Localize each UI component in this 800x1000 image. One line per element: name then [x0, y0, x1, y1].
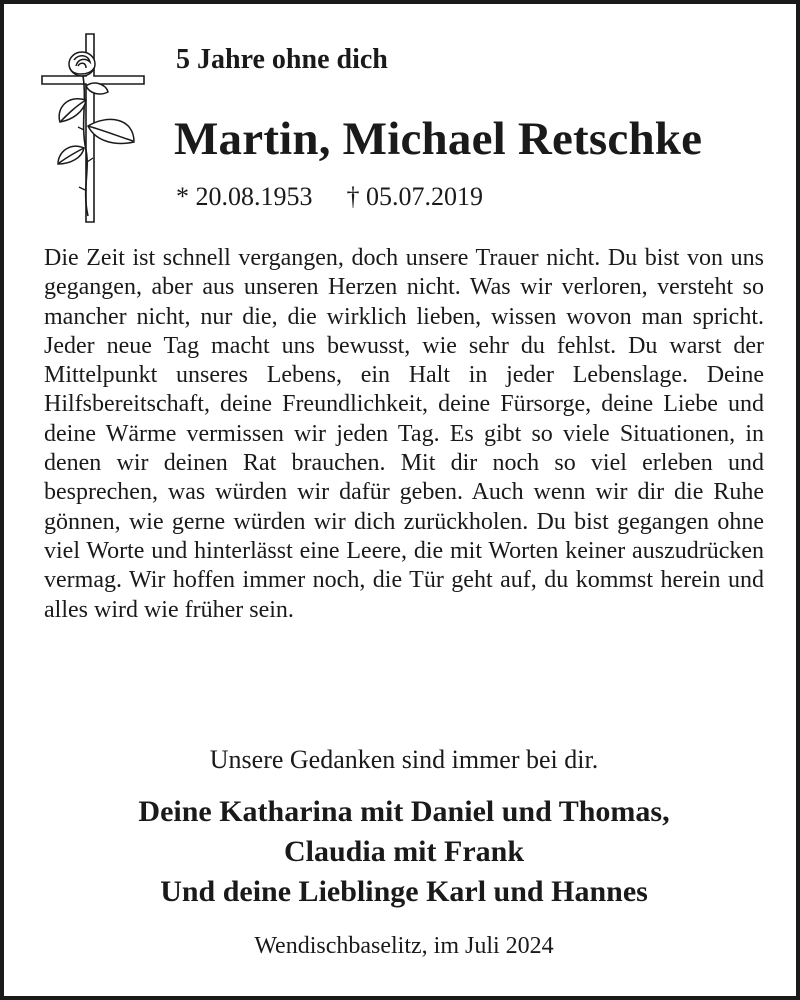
cross-with-rose-icon	[36, 30, 148, 226]
closing-line: Unsere Gedanken sind immer bei dir.	[209, 745, 599, 774]
signature-line: Deine Katharina mit Daniel und Thomas,	[138, 795, 670, 828]
memorial-text: Die Zeit ist schnell vergangen, doch unsere Trauer nicht. Du bist von uns gegangen, aber aus unseren Herzen nicht. Was wir verloren, versteht so mancher nicht, nur die, die wirklich lieben, wissen wovon man spricht. Jeder neue Tag macht uns bewusst, wie sehr du fehlst. Du warst der Mittelpunkt unseres Lebens, ein Halt in jeder Lebenslage. Deine Hilfsbereitschaft, deine Freundlichkeit, deine Fürsorge, deine Liebe und deine Wärme vermissen wir jeden Tag. Es gibt so viele Situationen, in denen wir deinen Rat brauchen. Mit dir noch so viel erleben und besprechen, was würden wir dafür geben. Auch wenn wir dir die Ruhe gönnen, wie gerne würden wir dich zurückholen. Du bist gegangen ohne viel Worte und hinterlässt eine Leere, die mit Worten keiner auszudrücken vermag. Wir hoffen immer noch, die Tür geht auf, du kommst herein und alles wird wie früher sein.	[44, 245, 764, 623]
birth-date: * 20.08.1953	[176, 182, 313, 211]
life-dates	[176, 180, 483, 214]
signature-block	[4, 792, 800, 912]
deceased-name: Martin, Michael Retschke	[174, 113, 703, 165]
signature-line: Und deine Lieblinge Karl und Hannes	[160, 875, 648, 908]
death-date: † 05.07.2019	[346, 182, 483, 211]
signature-line: Claudia mit Frank	[283, 835, 525, 868]
place-and-date: Wendischbaselitz, im Juli 2024	[254, 933, 554, 959]
headline: 5 Jahre ohne dich	[176, 44, 388, 75]
